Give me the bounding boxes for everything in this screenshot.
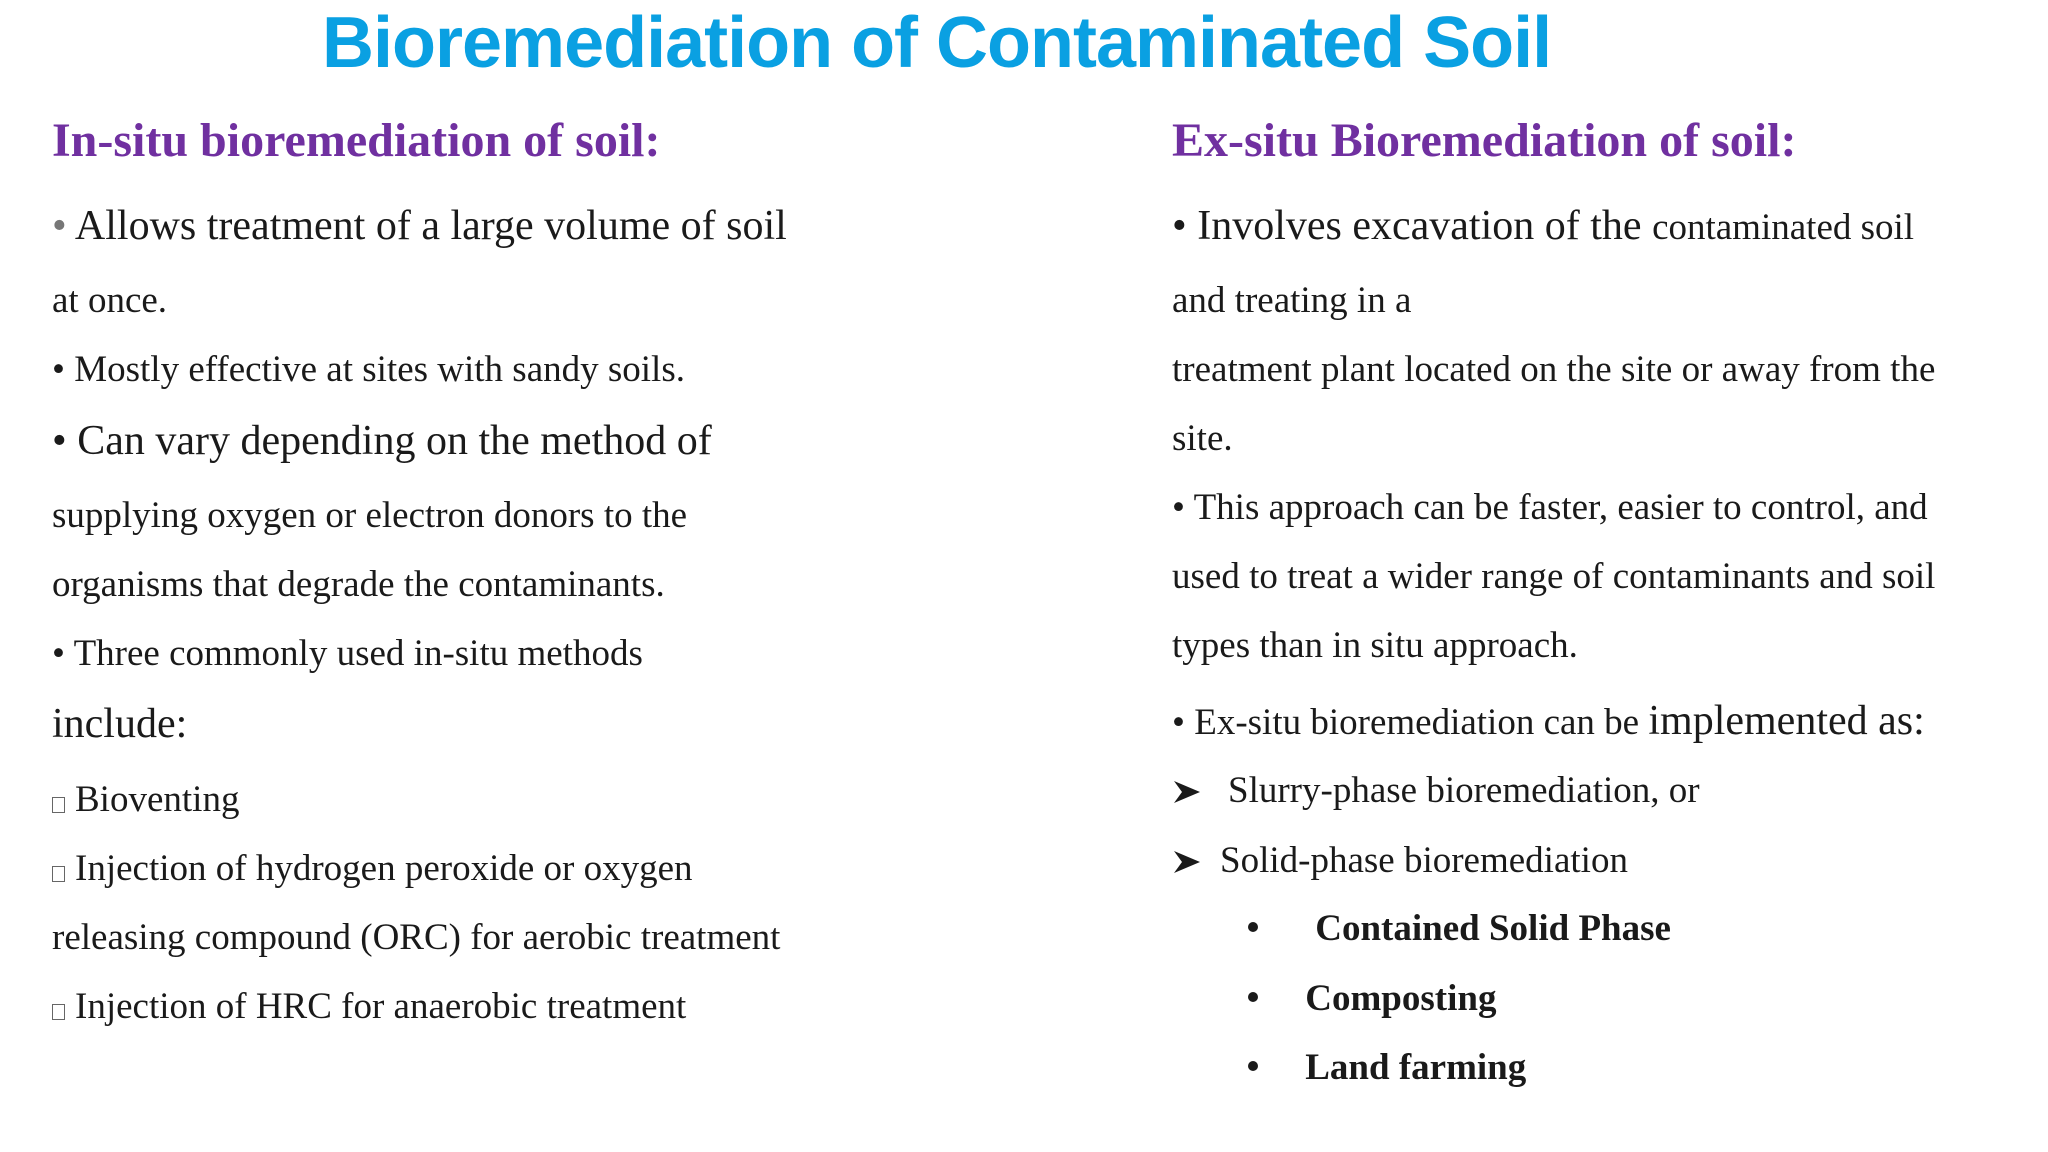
right-bullet-3-text-a: Ex-situ bioremediation can be (1194, 702, 1649, 743)
left-bullet-1-line-2: at once. (52, 280, 168, 321)
ex-situ-heading: Ex-situ Bioremediation of soil: (1172, 114, 1797, 167)
right-bullet-2-line-1 (1172, 489, 1928, 526)
method-injection-peroxide-line-1 (52, 850, 693, 887)
sub-land-farming (1248, 1049, 1526, 1086)
bullet-icon: • (52, 349, 65, 390)
right-bullet-1-text-b: contaminated soil (1652, 207, 1915, 248)
left-bullet-2-text: Mostly effective at sites with sandy soils. (74, 349, 685, 390)
bullet-icon: • (52, 418, 67, 464)
right-bullet-2-line-3: types than in situ approach. (1172, 625, 1578, 666)
arrowhead-icon (1172, 779, 1202, 805)
bullet-dot-icon (1248, 922, 1258, 932)
left-bullet-2 (52, 351, 685, 388)
option-solid-phase (1172, 842, 1628, 879)
right-bullet-1-line-2: and treating in a (1172, 280, 1412, 321)
method-injection-hrc (52, 988, 686, 1025)
sub-3-text: Land farming (1305, 1047, 1527, 1088)
method-3-text: Injection of HRC for anaerobic treatment (75, 986, 687, 1027)
left-bullet-4-line-2: include: (52, 701, 188, 747)
slide-title: Bioremediation of Contaminated Soil (322, 3, 1552, 83)
method-1-text: Bioventing (75, 779, 240, 820)
left-bullet-3-line-1 (52, 420, 712, 462)
left-bullet-4-text: Three commonly used in-situ methods (73, 633, 643, 674)
checkbox-icon (52, 1004, 65, 1020)
bullet-icon: • (52, 203, 67, 249)
sub-2-text: Composting (1305, 978, 1497, 1019)
left-bullet-1-text: Allows treatment of a large volume of soil (74, 203, 787, 249)
right-bullet-2-line-2: used to treat a wider range of contaminants and soil (1172, 556, 1936, 597)
right-bullet-1-line-1 (1172, 205, 1914, 247)
right-bullet-3 (1172, 700, 1925, 742)
bullet-icon: • (1172, 203, 1187, 249)
left-bullet-4-line-1 (52, 635, 643, 672)
right-bullet-2-text: This approach can be faster, easier to control, and (1193, 487, 1928, 528)
in-situ-heading: In-situ bioremediation of soil: (52, 114, 661, 167)
right-bullet-3-text-b: implemented as: (1648, 698, 1925, 744)
bullet-dot-icon (1248, 992, 1258, 1002)
sub-contained-solid-phase (1248, 910, 1671, 947)
left-bullet-3-text: Can vary depending on the method of (77, 418, 712, 464)
sub-composting (1248, 980, 1496, 1017)
left-bullet-1-line-1 (52, 205, 787, 247)
method-bioventing (52, 781, 239, 818)
right-bullet-1-text-a: Involves excavation of the (1197, 203, 1653, 249)
checkbox-icon (52, 797, 65, 813)
right-bullet-1-line-4: site. (1172, 418, 1233, 459)
checkbox-icon (52, 866, 65, 882)
method-2-text: Injection of hydrogen peroxide or oxygen (75, 848, 693, 889)
bullet-icon: • (1172, 487, 1185, 528)
option-1-text: Slurry-phase bioremediation, or (1228, 770, 1700, 811)
bullet-icon: • (1172, 702, 1185, 743)
arrowhead-icon (1172, 849, 1202, 875)
option-slurry-phase (1172, 772, 1700, 809)
bullet-icon: • (52, 633, 65, 674)
left-bullet-3-line-3: organisms that degrade the contaminants. (52, 564, 665, 605)
bullet-dot-icon (1248, 1061, 1258, 1071)
sub-1-text: Contained Solid Phase (1315, 908, 1671, 949)
right-bullet-1-line-3: treatment plant located on the site or away from the (1172, 349, 1936, 390)
method-injection-peroxide-line-2: releasing compound (ORC) for aerobic treatment (52, 917, 781, 958)
left-bullet-3-line-2: supplying oxygen or electron donors to the (52, 495, 688, 536)
option-2-text: Solid-phase bioremediation (1220, 840, 1628, 881)
